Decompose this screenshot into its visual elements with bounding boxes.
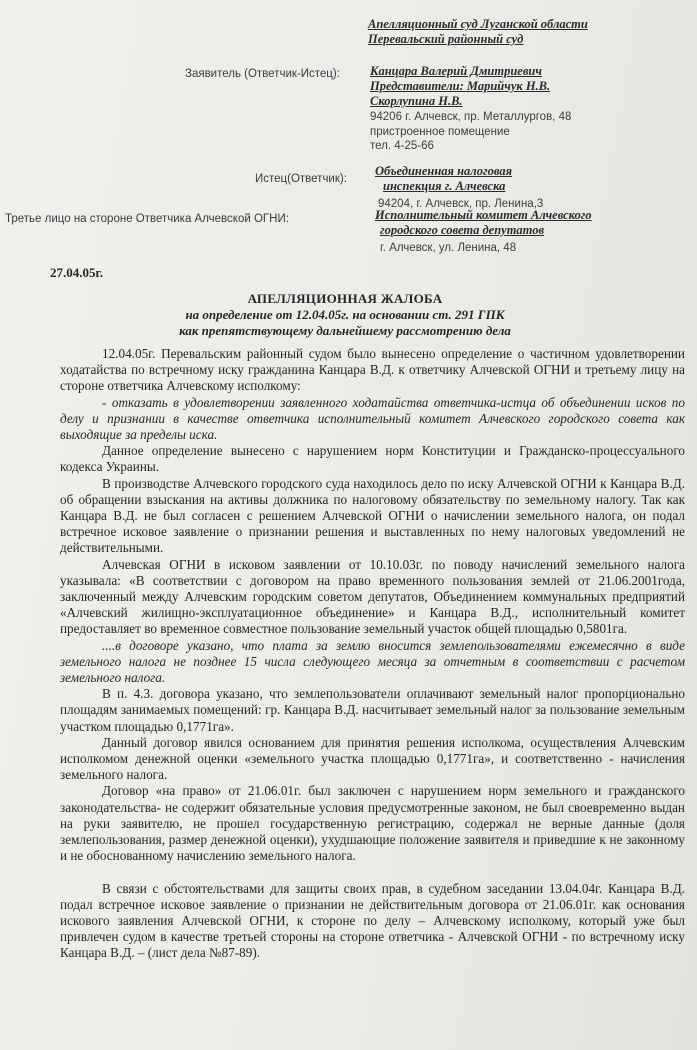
paragraph: Договор «на право» от 21.06.01г. был заключен с нарушением норм земельного и гражданского законодательства- не содержит обязательные условия предусмотренные законом, не был своевременно выдан на руки заявителю, не прошел государственную регистрацию, содержал не верные данные (доля землепользования, размер денежной оценки), ухудшающие положение заявителя и приведшие к не законному и не обоснованному начислению земельного налога. (60, 783, 685, 864)
plaintiff-name: Объединенная налоговая (375, 164, 513, 178)
third-party-name: Исполнительный комитет Алчевского (375, 208, 592, 222)
paragraph: Алчевская ОГНИ в исковом заявлении от 10.10.03г. по поводу начислений земельного налога указывала: «В соответствии с договором на право временного пользования землей от 21.06.2001года, заключенный между Алчевским городским советом депутатов, Объединением коммунальных предприятий «Алчевский жилищно-эксплуатационное объединение» и Канцара В.Д., исполнительный комитет предоставляет во временное совместное пользование земельный участок общей площадью 0,5801га. (60, 556, 685, 637)
document-date: 27.04.05г. (50, 265, 104, 280)
paragraph: Данное определение вынесено с нарушением норм Конституции и Гражданско-процессуального кодекса Украины. (60, 443, 685, 475)
paragraph: В п. 4.3. договора указано, что землепользователи оплачивают земельный налог пропорционально площадям занимаемых помещений: гр. Канцара В.Д. насчитывает земельный налог за пользование земельным участком площадью 0,1771га». (60, 686, 685, 734)
court-name: Апелляционный суд Луганской области (368, 17, 588, 31)
applicant-representative-2: Скорлупина Н.В. (370, 94, 463, 108)
applicant-premises: пристроенное помещение (370, 126, 510, 138)
plaintiff-address: 94204, г. Алчевск, пр. Ленина,3 (378, 198, 544, 210)
applicant-address: 94206 г. Алчевск, пр. Металлургов, 48 (370, 111, 572, 123)
plaintiff-label: Истец(Ответчик): (255, 173, 347, 185)
plaintiff-name-2: инспекция г. Алчевска (383, 179, 506, 193)
document-title: АПЕЛЛЯЦИОННАЯ ЖАЛОБА (247, 291, 443, 306)
document-body (60, 346, 685, 962)
district-court-name: Перевальский районный суд (368, 32, 524, 46)
paragraph: В связи с обстоятельствами для защиты своих прав, в судебном заседании 13.04.04г. Канцара В.Д. подал встречное исковое заявление о признании не действительным договора от 21.06.01г. как основания искового заявления Алчевской ОГНИ, к стороне по делу – Алчевскому исполкому, который уже был привлечен судом в качестве третьей стороны на стороне ответчика - Алчевской ОГНИ - по встречному иску Канцара В.Д. – (лист дела №87-89). (60, 880, 685, 961)
paragraph: В производстве Алчевского городского суда находилось дело по иску Алчевской ОГНИ к Канцара В.Д. об обращении взыскания на активы должника по налоговому обязательству по земельному налогу. Так как Канцара В.Д. не был согласен с решением Алчевской ОГНИ о начислении земельного налога, он подал встречное исковое заявление о признании решения и выставленных по нему налоговых уведомлений не действительными. (60, 475, 685, 556)
paragraph: - отказать в удовлетворении заявленного ходатайства ответчика-истца об объединении исков по делу и признании в качестве ответчика исполнительный комитет Алчевского городского совета как выходящие за пределы иска. (60, 394, 685, 443)
applicant-label: Заявитель (Ответчик-Истец): (185, 68, 340, 80)
third-party-label: Третье лицо на стороне Ответчика Алчевской ОГНИ: (5, 213, 289, 225)
document-subtitle: на определение от 12.04.05г. на основании ст. 291 ГПК (185, 307, 505, 322)
third-party-name-2: городского совета депутатов (380, 223, 545, 237)
applicant-name: Канцара Валерий Дмитриевич (370, 64, 542, 78)
paragraph: ....в договоре указано, что плата за землю вносится землепользователями ежемесячно в виде земельного налога не позднее 15 числа следующего месяца за отчетным в соответствии с расчетом земельного налога. (60, 637, 685, 686)
document-subtitle-2: как препятствующему дальнейшему рассмотрению дела (179, 323, 511, 338)
paragraph: Данный договор явился основанием для принятия решения исполкома, осуществления Алчевским исполкомом денежной оценки «земельного участка площадью 0,1771га», и соответственно - начисления земельного налога. (60, 734, 685, 783)
paragraph: 12.04.05г. Перевальским районный судом было вынесено определение о частичном удовлетворении ходатайства по встречному иску гражданина Канцара В.Д. к ответчику Алчевской ОГНИ и третьему лицу на стороне ответчика Алчевскому исполкому: (60, 346, 685, 394)
applicant-phone: тел. 4-25-66 (370, 140, 434, 152)
third-party-address: г. Алчевск, ул. Ленина, 48 (380, 242, 517, 254)
applicant-representatives: Представители: Марийчук Н.В. (370, 79, 551, 93)
